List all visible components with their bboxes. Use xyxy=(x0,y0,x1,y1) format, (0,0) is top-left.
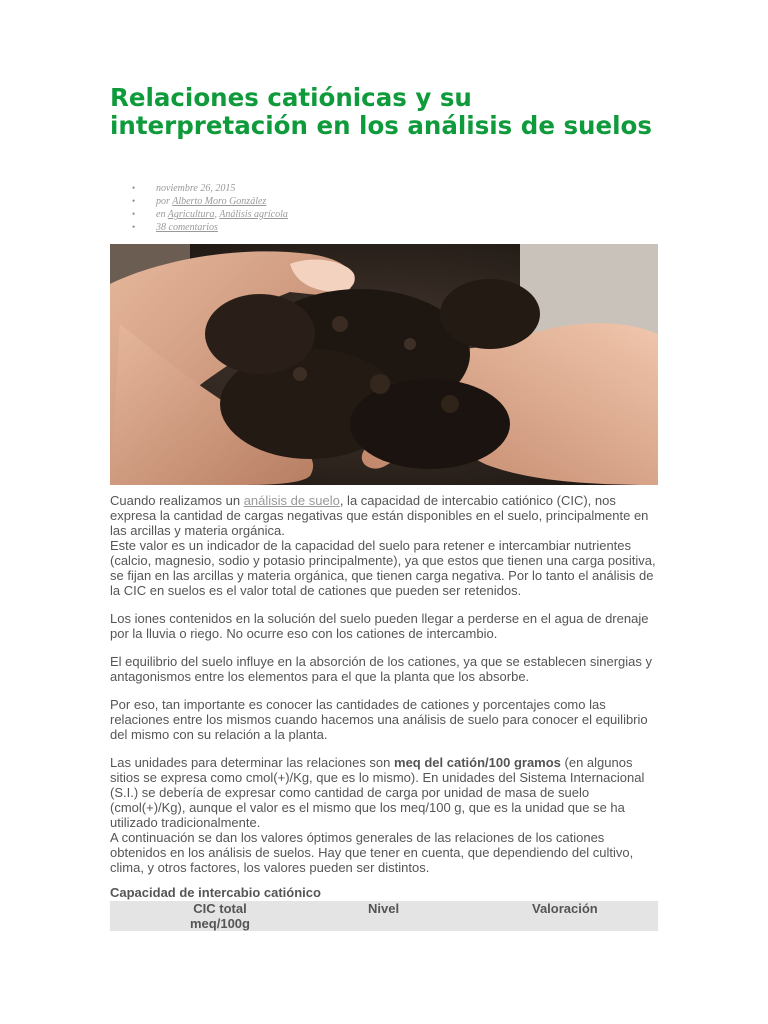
table-header-row xyxy=(110,901,658,931)
table-header-nivel: Nivel xyxy=(368,901,400,916)
post-meta xyxy=(110,182,288,234)
paragraph-intro: Cuando realizamos un análisis de suelo, la capacidad de intercabio catiónico (CIC), nos expresa la cantidad de cargas negativas que están disponibles en el suelo, principalmente en las arcillas y materia orgánica. xyxy=(110,493,649,538)
paragraph-importance: Por eso, tan importante es conocer las cantidades de cationes y porcentajes como las relaciones entre los mismos cuando hacemos una análisis de suelo para conocer el equilibrio del mismo con su relación a la planta. xyxy=(110,697,648,742)
paragraph-units: Las unidades para determinar las relaciones son meq del catión/100 gramos (en algunos sitios se expresa como cmol(+)/Kg, que es lo mismo). En unidades del Sistema Internacional (S.I.) se debería de expresar como cantidad de carga por unidad de masa de suelo (cmol(+)/Kg), aunque el valor es el mismo que los meq/100 g, que es la unidad que se ha utilizado tradicionalmente. xyxy=(110,755,645,830)
meta-categories: • en Agricultura, Análisis agrícola xyxy=(132,209,288,220)
paragraph-cic-indicator: Este valor es un indicador de la capacidad del suelo para retener e intercambiar nutrientes (calcio, magnesio, sodio y potasio principalmente), ya que estos que tienen una carga positiva, se fijan en las arcillas y materia orgánica, que tienen carga negativa. Por lo tanto el análisis de la CIC en suelos es el valor total de cationes que pueden ser retenidos. xyxy=(110,538,656,598)
article-title: Relaciones catiónicas y su interpretación en los análisis de suelos xyxy=(110,83,652,140)
bullet-icon: • xyxy=(132,209,136,219)
table-header-cic: CIC total meq/100g xyxy=(190,901,250,931)
comments-link[interactable]: 38 comentarios xyxy=(156,222,218,233)
author-link[interactable]: Alberto Moro González xyxy=(172,196,267,207)
paragraph-equilibrium: El equilibrio del suelo influye en la absorción de los cationes, ya que se establecen sinergias y antagonismos entre los elementos para el que la planta que los absorbe. xyxy=(110,654,652,684)
bullet-icon: • xyxy=(132,222,136,232)
meta-date: • noviembre 26, 2015 xyxy=(132,183,236,194)
table-header-valoracion: Valoración xyxy=(532,901,598,916)
table-title: Capacidad de intercabio catiónico xyxy=(110,885,321,900)
paragraph-values: A continuación se dan los valores óptimos generales de las relaciones de los cationes obtenidos en los análisis de suelos. Hay que tener en cuenta, que dependiendo del cultivo, clima, y otros factores, los valores pueden ser distintos. xyxy=(110,830,634,875)
article-body xyxy=(110,493,658,888)
category-link-analisis[interactable]: Análisis agrícola xyxy=(219,209,288,220)
soil-analysis-link[interactable]: análisis de suelo xyxy=(243,493,340,508)
meta-comments xyxy=(110,221,288,234)
category-link-agricultura[interactable]: Agricultura xyxy=(167,209,215,220)
paragraph-ions: Los iones contenidos en la solución del suelo pueden llegar a perderse en el agua de drenaje por la lluvia o riego. No ocurre eso con los cationes de intercambio. xyxy=(110,611,649,641)
units-bold: meq del catión/100 gramos xyxy=(394,755,561,770)
hands-soil-illustration xyxy=(110,244,658,485)
bullet-icon: • xyxy=(132,183,136,193)
bullet-icon: • xyxy=(132,196,136,206)
hero-image xyxy=(110,244,658,485)
meta-author: • por Alberto Moro González xyxy=(132,196,267,207)
